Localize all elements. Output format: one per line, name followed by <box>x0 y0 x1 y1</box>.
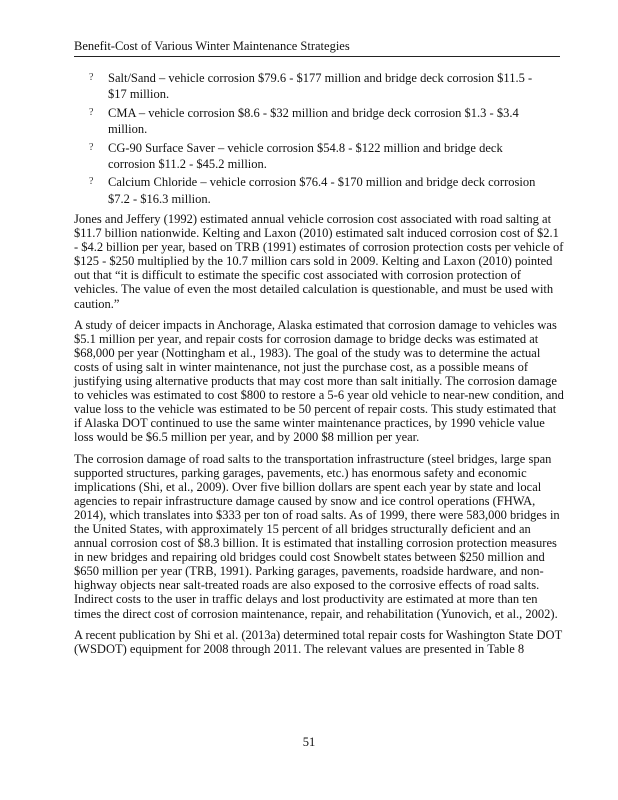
cost-bullet-list <box>74 70 544 209</box>
bullet-text: Calcium Chloride – vehicle corrosion $76.4 - $170 million and bridge deck corrosion $7.2 - $16.3 million. <box>108 175 536 206</box>
bullet-marker: ? <box>89 141 94 153</box>
paragraph-infrastructure-damage: The corrosion damage of road salts to the transportation infrastructure (steel bridges, large span supported structures, parking garages, pavements, etc.) has enormous safety and economic implications (Shi, et al., 2009). Over five billion dollars are spent each year by state and local agencies to repair infrastructure damage caused by snow and ice control operations (FHWA, 2014), which translates into $333 per ton of road salts. As of 1999, there were 583,000 bridges in the United States, with approximately 15 percent of all bridges structurally deficient and an annual corrosion cost of $8.3 billion. It is estimated that installing corrosion protection measures in new bridges and repairing old bridges could cost Snowbelt states between $250 million and $650 million per year (TRB, 1991). Parking garages, pavements, roadside hardware, and non-highway objects near salt-treated roads are also exposed to the corrosive effects of road salts. Indirect costs to the user in traffic delays and lost productivity are estimated at more than ten times the direct cost of corrosion maintenance, repair, and rehabilitation (Yunovich, et al., 2002). <box>74 451 560 621</box>
paragraph-wsdot-repair-costs: A recent publication by Shi et al. (2013a) determined total repair costs for Washington State DOT (WSDOT) equipment for 2008 through 2011. The relevant values are presented in Table 8 <box>74 627 562 656</box>
bullet-text: CG-90 Surface Saver – vehicle corrosion $54.8 - $122 million and bridge deck corrosion $11.2 - $45.2 million. <box>108 140 503 172</box>
bullet-item <box>74 140 544 173</box>
header-rule <box>74 56 560 57</box>
bullet-item <box>74 105 544 138</box>
bullet-marker: ? <box>89 72 94 83</box>
bullet-marker: ? <box>89 176 94 188</box>
bullet-text: CMA – vehicle corrosion $8.6 - $32 million and bridge deck corrosion $1.3 - $3.4 million. <box>108 105 519 137</box>
paragraph-anchorage-study: A study of deicer impacts in Anchorage, Alaska estimated that corrosion damage to vehicles was $5.1 million per year, and repair costs for corrosion damage to bridge decks was estimated at $68,000 per year (Nottingham et al., 1983). The goal of the study was to determine the actual costs of using salt in winter maintenance, not just the purchase cost, as a possible means of justifying using alternative products that may cost more than salt initially. The corrosion damage to vehicles was estimated to cost $800 to restore a 5-6 year old vehicle to near-new condition, and value loss to the vehicle was estimated to be 50 percent of repair costs. This study estimated that if Alaska DOT continued to use the same winter maintenance practices, by 1990 vehicle value loss would be $6.5 million per year, and by 2000 $8 million per year. <box>74 317 564 445</box>
paragraph-vehicle-corrosion-cost: Jones and Jeffery (1992) estimated annual vehicle corrosion cost associated with road salting at $11.7 billion nationwide. Kelting and Laxon (2010) estimated salt induced corrosion cost of $2.1 - $4.2 billion per year, based on TRB (1991) estimates of corrosion protection costs per vehicle of $125 - $250 multiplied by the 10.7 million cars sold in 2009. Kelting and Laxon (2010) pointed out that “it is difficult to estimate the specific cost associated with corrosion protection of vehicles. The value of even the most detailed calculation is questionable, and must be used with caution.” <box>74 212 564 311</box>
page-number: 51 <box>302 735 316 749</box>
bullet-marker: ? <box>89 106 94 118</box>
running-header: Benefit-Cost of Various Winter Maintenance Strategies <box>74 39 350 53</box>
bullet-text: Salt/Sand – vehicle corrosion $79.6 - $177 million and bridge deck corrosion $11.5 - $17 million. <box>108 71 533 102</box>
body-text <box>74 212 564 663</box>
bullet-item <box>74 174 544 207</box>
bullet-item <box>74 70 544 103</box>
